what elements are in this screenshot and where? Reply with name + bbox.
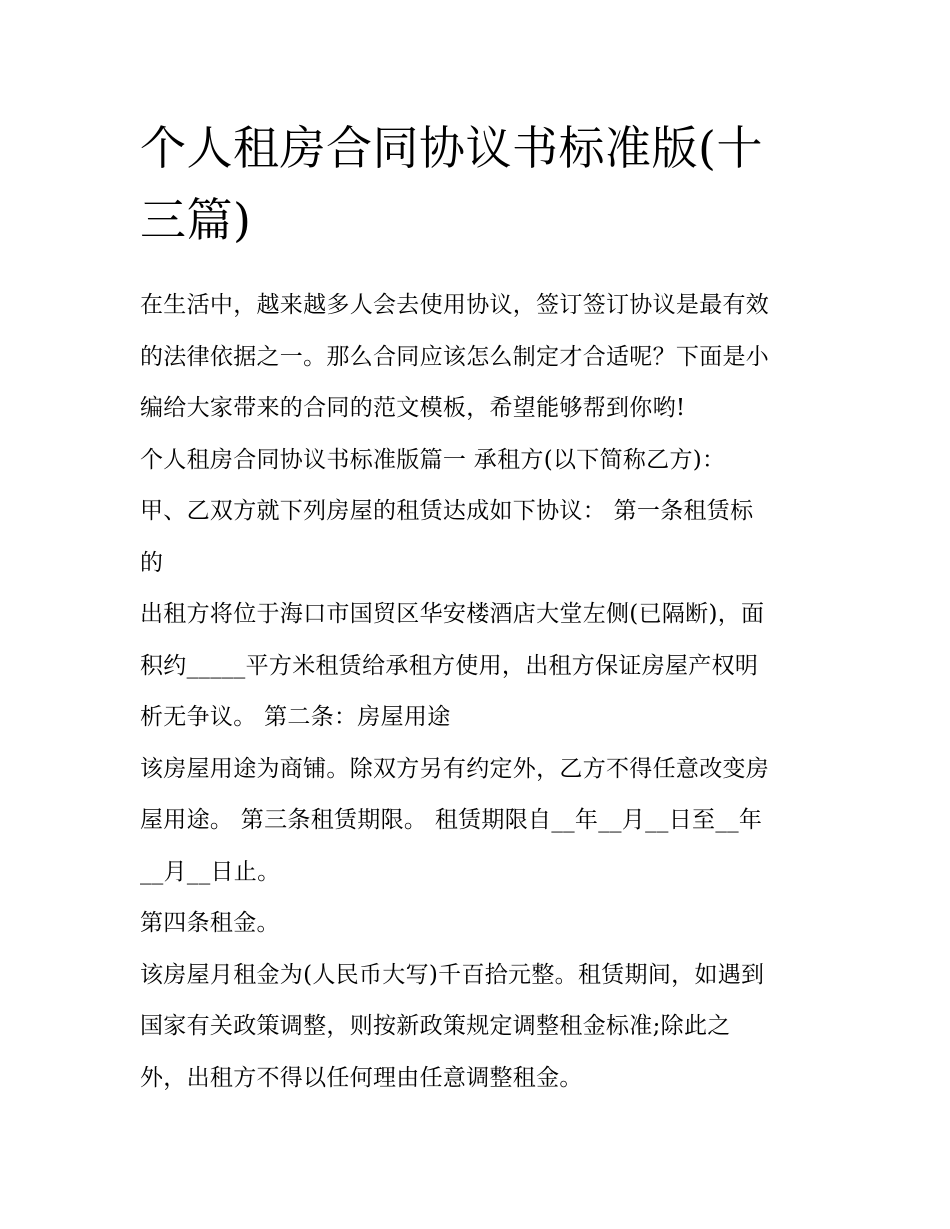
body-line-4: 个人租房合同协议书标准版篇一 承租方(以下简称乙方)： [140, 446, 726, 473]
body-line-7: 出租方将位于海口市国贸区华安楼酒店大堂左侧(已隔断)，面 [140, 601, 765, 627]
body-line-14: 该房屋月租金为(人民币大写)千百拾元整。租赁期间，如遇到 [140, 961, 765, 988]
body-line-2: 的法律依据之一。那么合同应该怎么制定才合适呢？下面是小 [140, 343, 770, 370]
body-line-13: 第四条租金。 [140, 910, 280, 936]
body-line-9: 析无争议。 第二条：房屋用途 [140, 704, 451, 730]
title-line-1: 个人租房合同协议书标准版(十 [140, 121, 763, 175]
body-line-12: __月__日止。 [140, 858, 281, 885]
body-line-6: 的 [140, 549, 164, 576]
body-line-15: 国家有关政策调整，则按新政策规定调整租金标准;除此之 [140, 1013, 731, 1039]
body-line-3: 编给大家带来的合同的范文模板，希望能够帮到你哟! [140, 395, 686, 421]
body-line-1: 在生活中，越来越多人会去使用协议，签订签订协议是最有效 [140, 292, 770, 318]
body-line-16: 外，出租方不得以任何理由任意调整租金。 [140, 1064, 583, 1091]
document-title [140, 112, 820, 256]
document-body [140, 280, 820, 1104]
title-line-2: 三篇) [140, 193, 252, 247]
body-line-5: 甲、乙双方就下列房屋的租赁达成如下协议： 第一条租赁标 [140, 498, 754, 524]
body-line-10: 该房屋用途为商铺。除双方另有约定外，乙方不得任意改变房 [140, 755, 770, 782]
body-line-11: 屋用途。 第三条租赁期限。 租赁期限自__年__月__日至__年 [140, 807, 763, 833]
body-line-8: 积约_____平方米租赁给承租方使用，出租方保证房屋产权明 [140, 652, 759, 679]
